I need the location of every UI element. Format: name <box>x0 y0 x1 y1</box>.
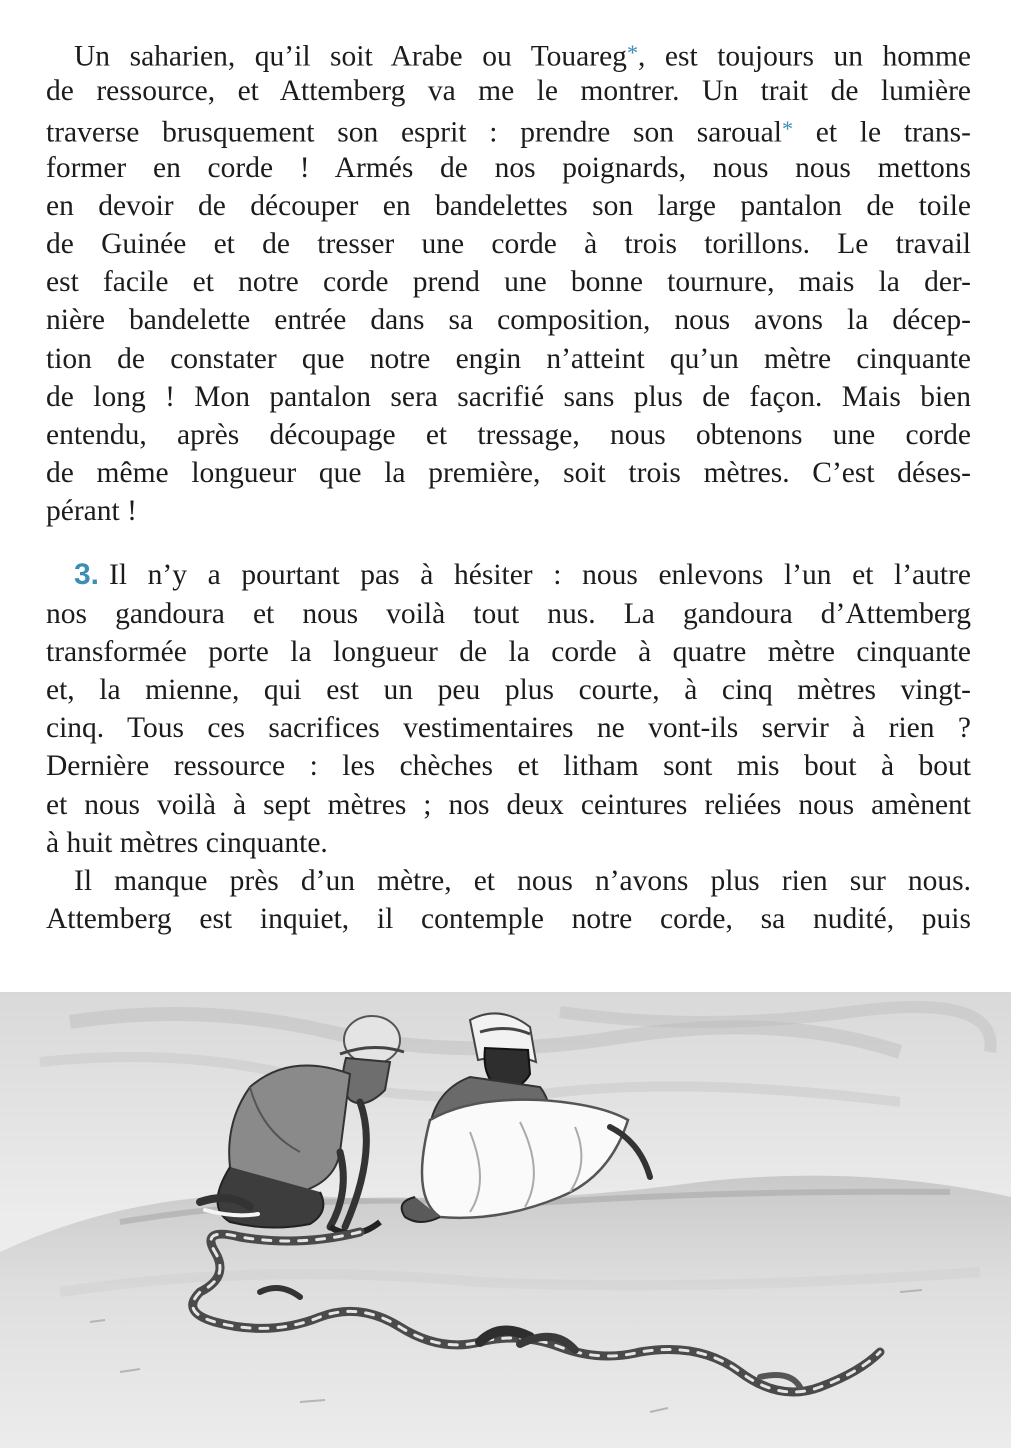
text-block <box>46 34 971 938</box>
glossary-star-icon: * <box>626 40 638 65</box>
text-line: de Guinée et de tresser une corde à trois torillons. Le travail <box>46 227 971 260</box>
text-line: de même longueur que la première, soit trois mètres. C’est déses- <box>46 457 971 490</box>
text-line: transformée porte la longueur de la corde à quatre mètre cinquante <box>46 635 971 668</box>
text-line: à huit mètres cinquante. <box>46 826 328 859</box>
text-line: cinq. Tous ces sacrifices vestimentaires ne vont-ils servir à rien ? <box>46 712 971 745</box>
text-line: Dernière ressource : les chèches et litham sont mis bout à bout <box>46 750 971 783</box>
text-line: et, la mienne, qui est un peu plus courte, à cinq mètres vingt- <box>46 674 971 706</box>
text-line: Attemberg est inquiet, il contemple notre corde, sa nudité, puis <box>46 903 971 936</box>
text-line: former en corde ! Armés de nos poignards, nous nous mettons <box>46 151 971 184</box>
text-line: en devoir de découper en bandelettes son large pantalon de toile <box>46 189 971 222</box>
text-line: de ressource, et Attemberg va me le montrer. Un trait de lumière <box>46 75 971 108</box>
text-line: entendu, après découpage et tressage, nous obtenons une corde <box>46 418 971 451</box>
text-line: Un saharien, qu’il soit Arabe ou Touareg*, est toujours un homme <box>74 40 971 73</box>
paragraph-1 <box>46 34 971 530</box>
text-line: pérant ! <box>46 495 137 528</box>
section-number: 3. <box>74 558 100 592</box>
text-line: Il manque près d’un mètre, et nous n’avons plus rien sur nous. <box>74 864 971 897</box>
text-line: de long ! Mon pantalon sera sacrifié sans plus de façon. Mais bien <box>46 380 971 413</box>
text-line: 3. Il n’y a pourtant pas à hésiter : nous enlevons l’un et l’autre <box>74 558 971 592</box>
text-line: tion de constater que notre engin n’atteint qu’un mètre cinquante <box>46 342 971 375</box>
text-line: est facile et notre corde prend une bonne tournure, mais la der- <box>46 266 971 299</box>
text-line: et nous voilà à sept mètres ; nos deux ceintures reliées nous amènent <box>46 788 971 821</box>
text-line: nière bandelette entrée dans sa composition, nous avons la décep- <box>46 304 971 337</box>
illustration-drawing <box>0 992 1011 1448</box>
paragraph-4 <box>46 862 971 938</box>
illustration <box>0 992 1011 1448</box>
text-line: nos gandoura et nous voilà tout nus. La gandoura d’Attemberg <box>46 597 971 630</box>
section-3 <box>46 556 971 862</box>
section-gap <box>46 530 971 556</box>
text-line: traverse brusquement son esprit : prendre son saroual* et le trans- <box>46 116 971 149</box>
glossary-star-icon: * <box>781 116 793 142</box>
